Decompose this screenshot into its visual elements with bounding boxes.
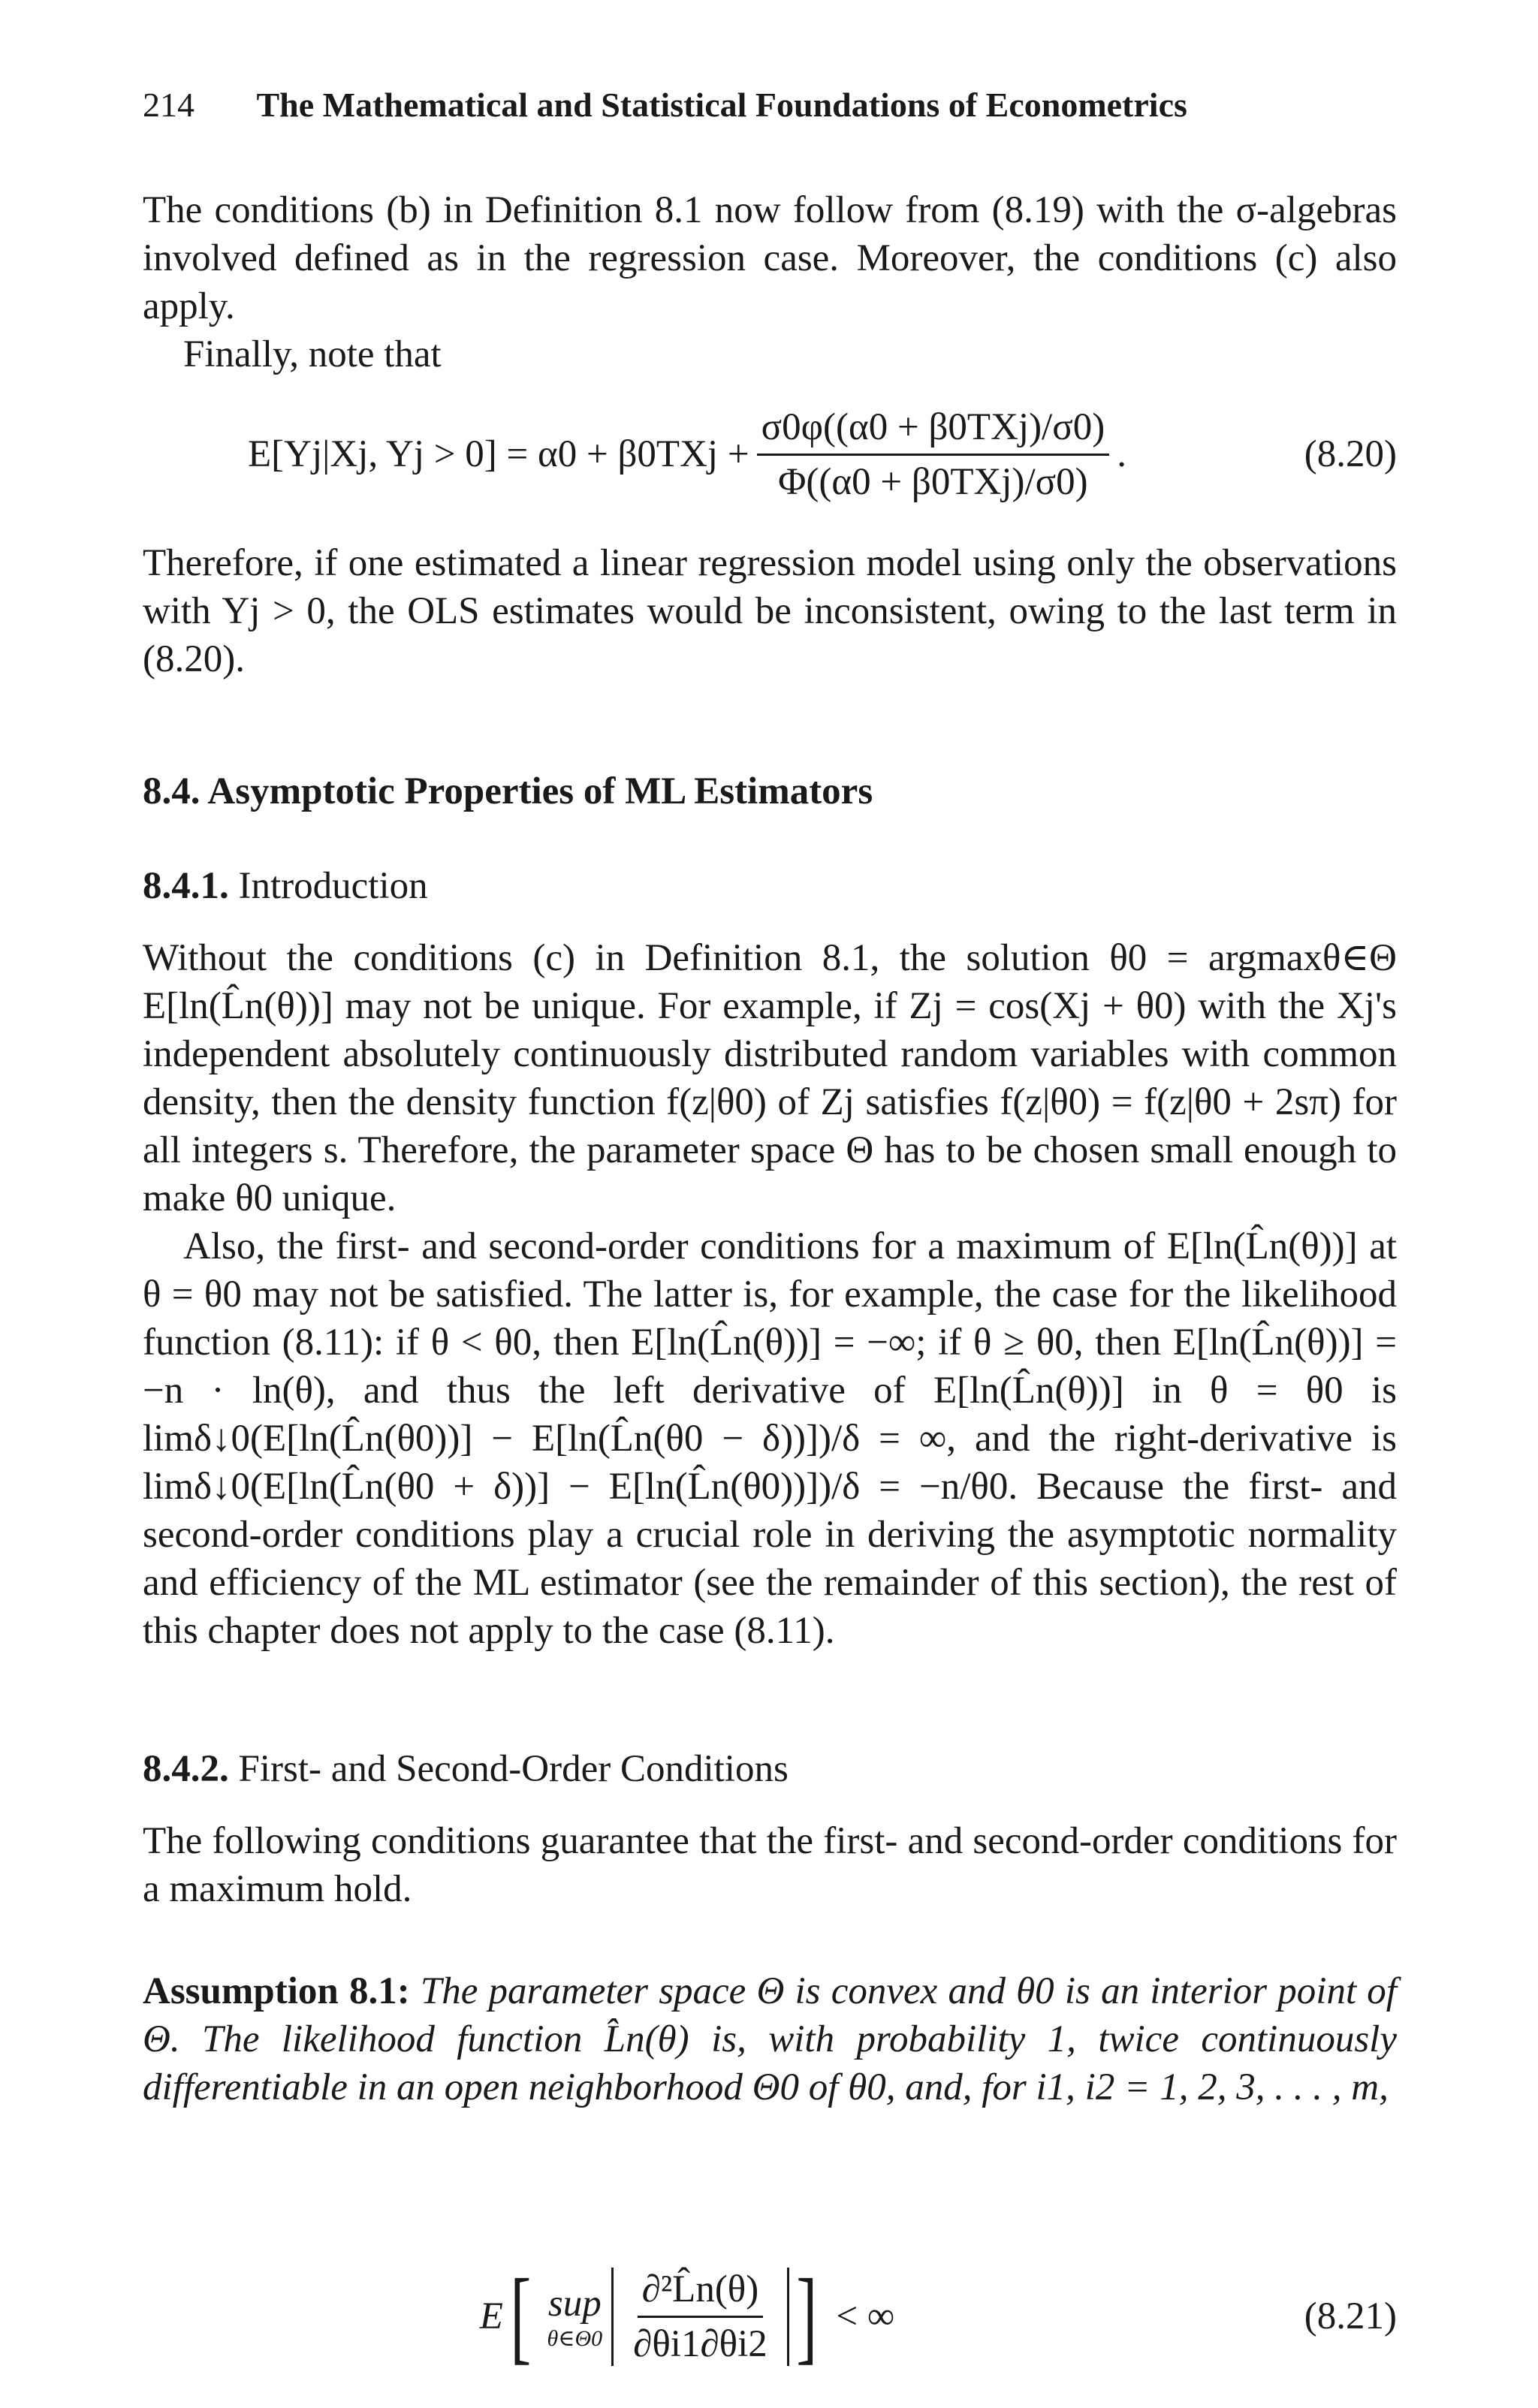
expectation-symbol: E	[479, 2295, 503, 2337]
equation-number: (8.21)	[1304, 2295, 1397, 2337]
running-title: The Mathematical and Statistical Foundations of Econometrics	[256, 86, 1187, 124]
equation-tail: .	[1117, 433, 1126, 475]
right-bracket: ]	[796, 2258, 818, 2374]
section-heading-block	[143, 767, 1397, 815]
assumption-8-1	[143, 1967, 1397, 2111]
paragraph: The following conditions guarantee that the first- and second-order conditions for a maximum hold.	[143, 1820, 1397, 1910]
sup-operator	[547, 2282, 603, 2352]
subsection-heading	[143, 1745, 1397, 1793]
fraction-numerator: σ0φ((α0 + β0TXj)/σ0)	[757, 405, 1110, 456]
paragraph: The conditions (b) in Definition 8.1 now follow from (8.19) with the σ-algebras involved defined as in the regression case. Moreover, the conditions (c) also apply.	[143, 189, 1397, 327]
block-para4-5	[143, 934, 1397, 1655]
equation-8-21	[143, 2260, 1397, 2373]
subsection-number: 8.4.2.	[143, 1748, 229, 1790]
absolute-value	[611, 2268, 789, 2366]
running-header	[143, 84, 1397, 126]
block-para1	[143, 186, 1397, 378]
equation-rhs: < ∞	[836, 2295, 895, 2337]
block-para3	[143, 539, 1397, 683]
equation-body	[143, 398, 1232, 511]
equation-fraction	[629, 2268, 772, 2366]
subsection-842	[143, 1745, 1397, 1793]
sup-label: sup	[547, 2282, 602, 2325]
block-para6	[143, 1817, 1397, 1913]
subsection-title: Introduction	[238, 865, 428, 907]
equation-lhs: E[Yj|Xj, Yj > 0] = α0 + β0TXj +	[248, 433, 749, 475]
paragraph: Finally, note that	[183, 333, 442, 375]
assumption-body: The parameter space Θ is convex and θ0 is an interior point of Θ. The likelihood function L̂n(θ) is, with probability 1, twice continuously differentiable in an open neighborhood Θ0 of θ0, and, for i1, i2 = 1, 2, 3, . . . , m,	[143, 1970, 1397, 2108]
equation-body	[143, 2260, 1232, 2373]
assumption-text	[143, 1967, 1397, 2111]
equation-fraction	[757, 405, 1110, 504]
subsection-841	[143, 862, 1397, 910]
equation-number: (8.20)	[1304, 433, 1397, 475]
left-bracket: [	[510, 2258, 532, 2374]
fraction-denominator: ∂θi1∂θi2	[633, 2322, 767, 2365]
subsection-title: First- and Second-Order Conditions	[238, 1748, 789, 1790]
paragraph: Therefore, if one estimated a linear regression model using only the observations with Yj > 0, the OLS estimates would be inconsistent, owing to the last term in (8.20).	[143, 542, 1397, 680]
fraction-denominator: Φ((α0 + β0TXj)/σ0)	[778, 460, 1088, 503]
assumption-label: Assumption 8.1:	[143, 1970, 410, 2012]
paragraph: Without the conditions (c) in Definition 8.1, the solution θ0 = argmaxθ∈Θ E[ln(L̂n(θ))] may not be unique. For example, if Zj = cos(Xj + θ0) with the Xj's independent absolutely continuously distributed random variables with common density, then the density function f(z|θ0) of Zj satisfies f(z|θ0) = f(z|θ0 + 2sπ) for all integers s. Therefore, the parameter space Θ has to be chosen small enough to make θ0 unique.	[143, 937, 1397, 1219]
section-heading: 8.4. Asymptotic Properties of ML Estimators	[143, 770, 873, 812]
paragraph: Also, the first- and second-order conditions for a maximum of E[ln(L̂n(θ))] at θ = θ0 may not be satisfied. The latter is, for example, the case for the likelihood function (8.11): if θ < θ0, then E[ln(L̂n(θ))] = −∞; if θ ≥ θ0, then E[ln(L̂n(θ))] = −n · ln(θ), and thus the left derivative of E[ln(L̂n(θ))] in θ = θ0 is limδ↓0(E[ln(L̂n(θ0))] − E[ln(L̂n(θ0 − δ))])/δ = ∞, and the right-derivative is limδ↓0(E[ln(L̂n(θ0 + δ))] − E[ln(L̂n(θ0))])/δ = −n/θ0. Because the first- and second-order conditions play a crucial role in deriving the asymptotic normality and efficiency of the ML estimator (see the remainder of this section), the rest of this chapter does not apply to the case (8.11).	[143, 1225, 1397, 1652]
subsection-number: 8.4.1.	[143, 865, 229, 907]
sup-subscript: θ∈Θ0	[547, 2325, 603, 2351]
page-number: 214	[143, 86, 195, 124]
subsection-heading	[143, 862, 1397, 910]
equation-8-20	[143, 398, 1397, 511]
fraction-numerator: ∂²L̂n(θ)	[638, 2268, 764, 2318]
